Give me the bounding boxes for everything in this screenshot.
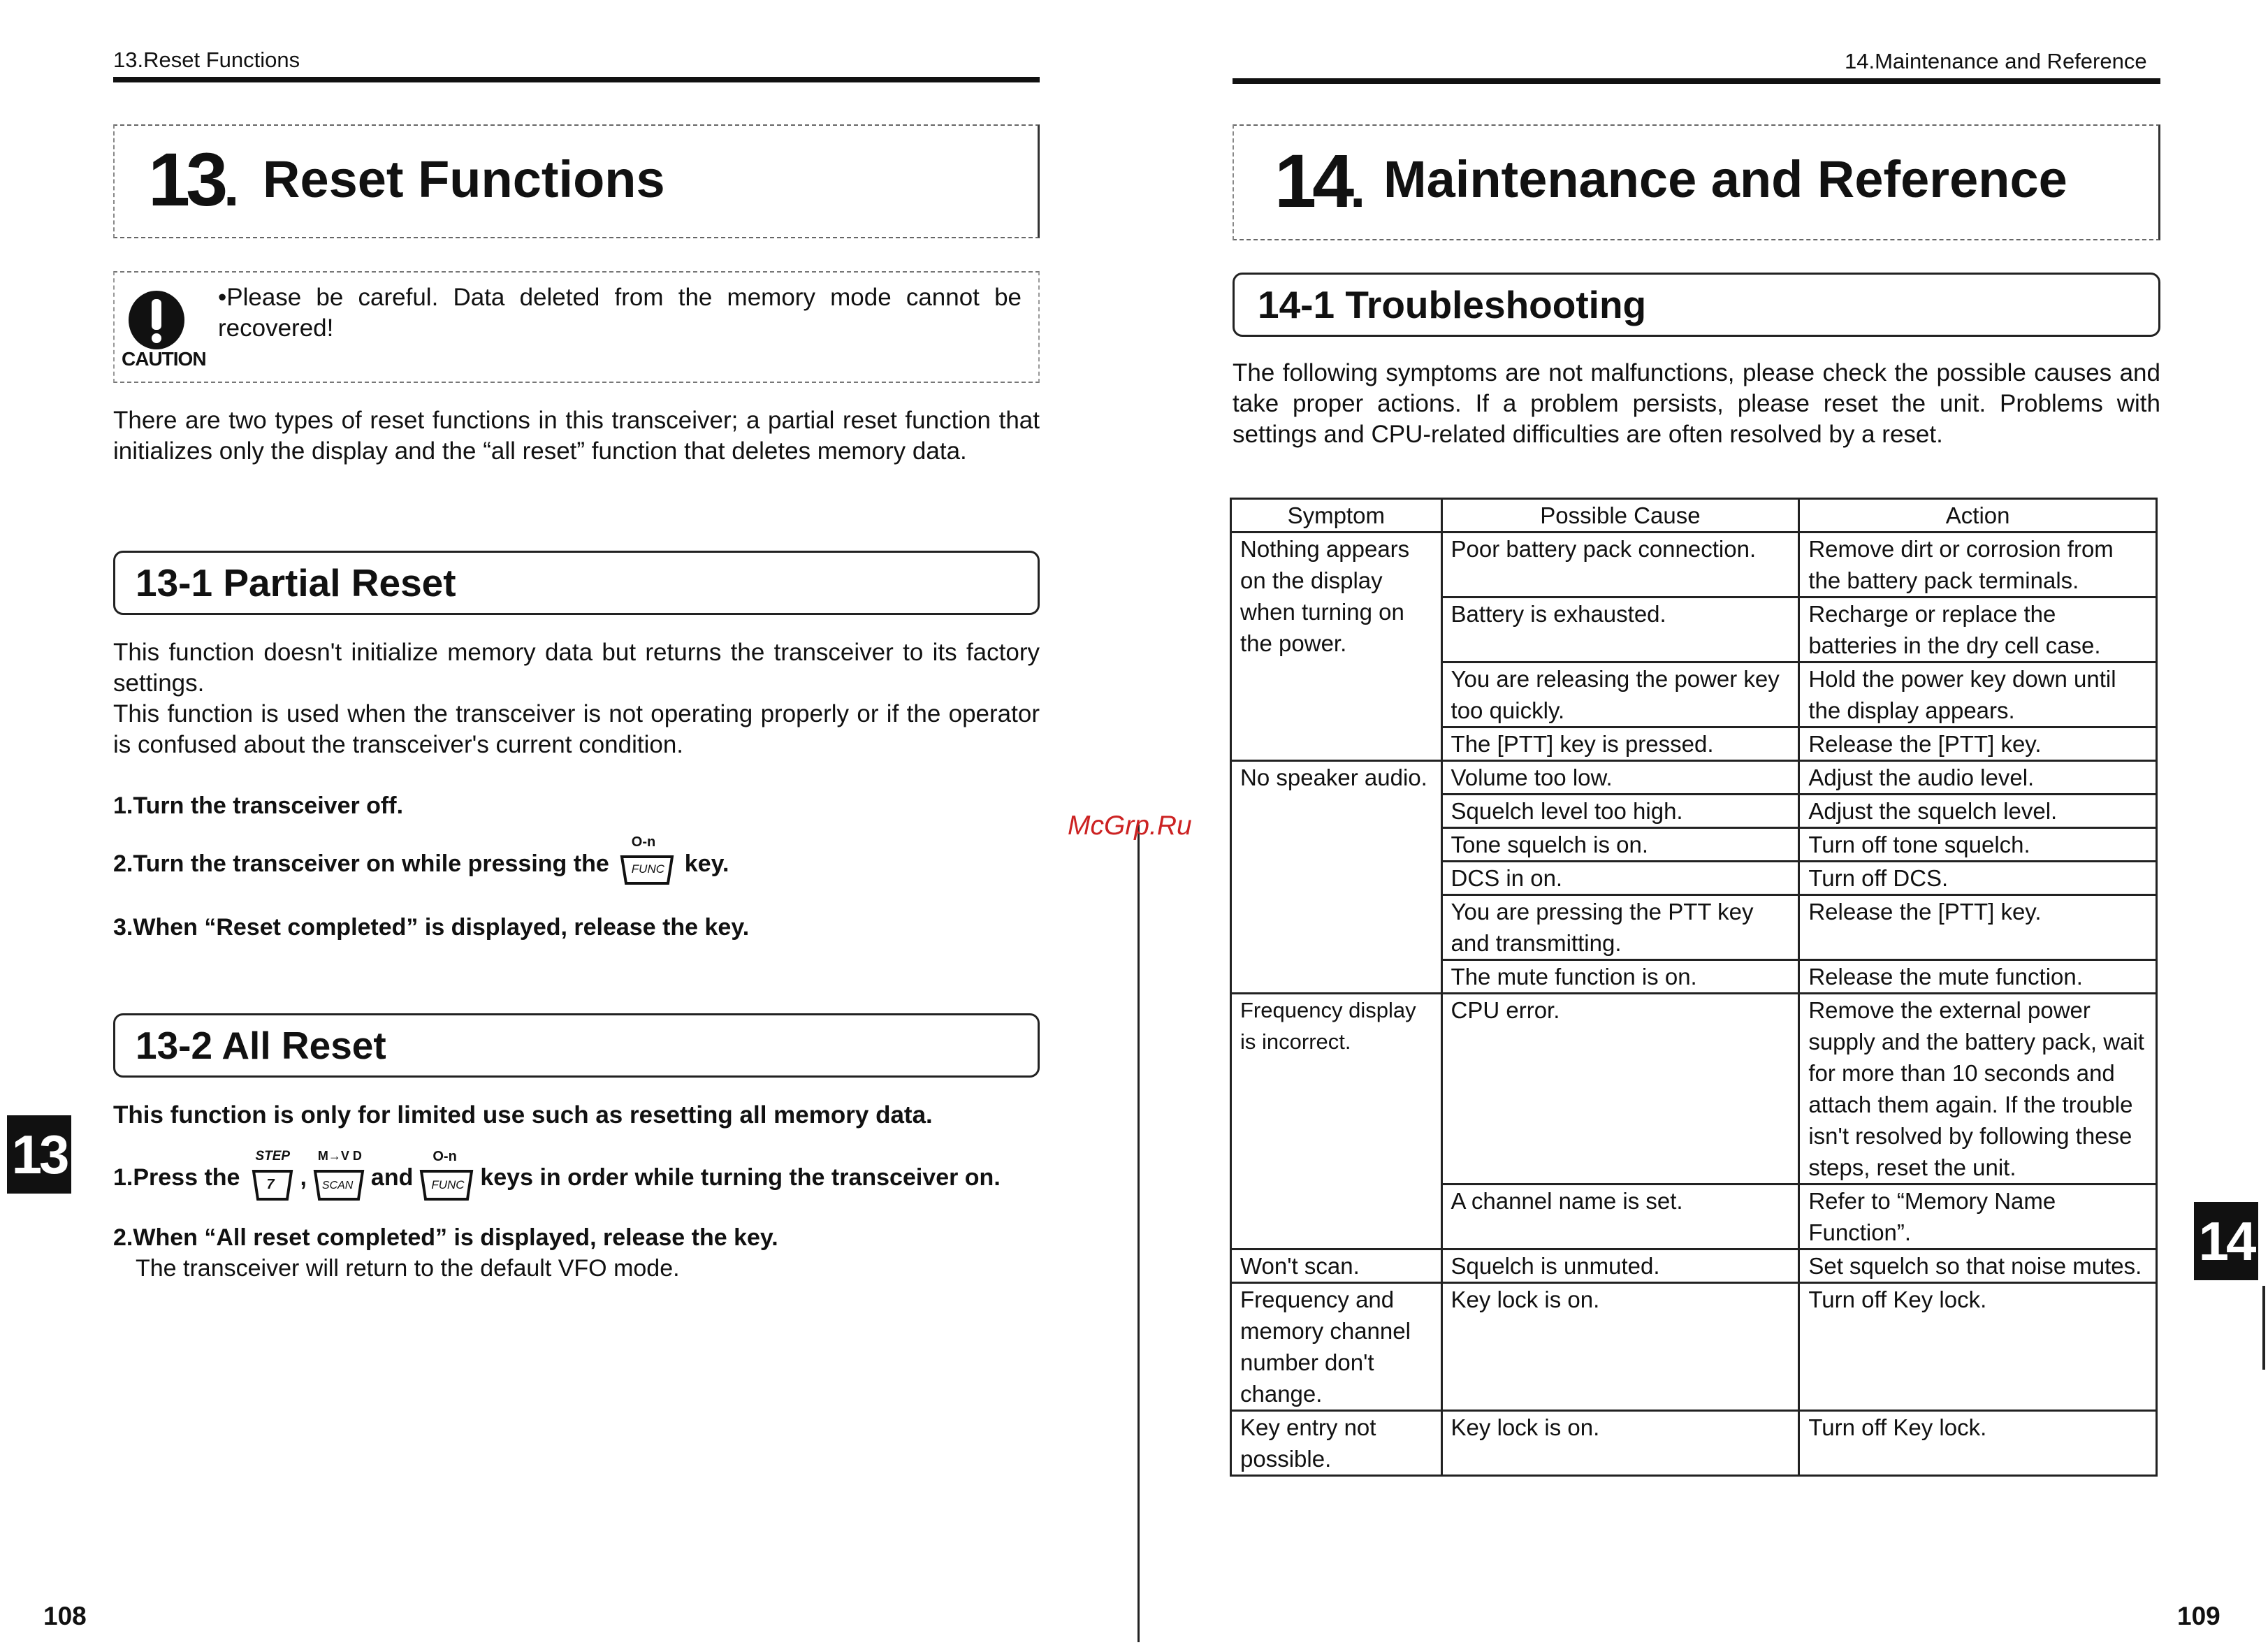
all-step-1-comma: , (300, 1164, 307, 1191)
cause-cell: Volume too low. (1441, 761, 1799, 795)
partial-step-2-end: key. (684, 850, 729, 877)
action-cell: Release the [PTT] key. (1799, 895, 2157, 960)
cause-cell: Squelch is unmuted. (1441, 1249, 1799, 1283)
func-key-icon-2 (417, 1149, 476, 1202)
func-key-top-label: O-n (631, 834, 656, 850)
troubleshooting-intro: The following symptoms are not malfunctions, please check the possible causes and take proper actions. If a problem persists, please reset the unit. Problems with settings and CPU-related difficulties are often resolved by a reset. (1233, 359, 2160, 448)
action-cell: Remove the external power supply and the battery pack, wait for more than 10 seconds and attach them again. If the trouble isn't resolved by following these steps, reset the unit. (1799, 994, 2157, 1184)
all-step-1-and: and (370, 1164, 414, 1191)
cause-cell: The [PTT] key is pressed. (1441, 727, 1799, 761)
header-action: Action (1799, 499, 2157, 532)
partial-reset-para1: This function doesn't initialize memory data but returns the transceiver to its factory settings. (113, 639, 1040, 697)
table-header-row (1231, 499, 2157, 532)
chapter-14-title: Maintenance and Reference (1383, 150, 2067, 208)
watermark: McGrp.Ru (1068, 811, 1192, 841)
all-step-2-note: The transceiver will return to the default VFO mode. (136, 1255, 680, 1282)
right-edge-mark (2262, 1286, 2265, 1370)
all-step-2: 2.When “All reset completed” is displayed, release the key. (113, 1224, 778, 1251)
gutter-line (1137, 825, 1140, 1642)
right-running-head: 14.Maintenance and Reference (1845, 49, 2147, 73)
action-cell: Remove dirt or corrosion from the battery pack terminals. (1799, 532, 2157, 597)
table-row (1231, 761, 2157, 795)
cause-cell: The mute function is on. (1441, 960, 1799, 994)
symptom-cell: Nothing appears on the display when turning on the power. (1231, 532, 1442, 761)
symptom-cell: Key entry not possible. (1231, 1411, 1442, 1476)
action-cell: Turn off DCS. (1799, 862, 2157, 895)
action-cell: Turn off Key lock. (1799, 1411, 2157, 1476)
left-page-number: 108 (43, 1602, 87, 1630)
cause-cell: CPU error. (1441, 994, 1799, 1184)
action-cell: Refer to “Memory Name Function”. (1799, 1184, 2157, 1249)
cause-cell: Squelch level too high. (1441, 795, 1799, 828)
chapter-13-number: 13. (148, 137, 235, 222)
all-step-1 (113, 1149, 1001, 1202)
table-row (1231, 1249, 2157, 1283)
scan-key-top-label: M→V D (317, 1149, 362, 1163)
table-row (1231, 1283, 2157, 1411)
all-step-1-end: keys in order while turning the transceiver on. (480, 1164, 1001, 1191)
header-possible-cause: Possible Cause (1441, 499, 1799, 532)
left-running-head: 13.Reset Functions (113, 48, 300, 72)
caution-text: •Please be careful. Data deleted from the memory mode cannot be recovered! (218, 284, 1022, 342)
partial-reset-para2: This function is used when the transceiver is not operating properly or if the operator is confused about the transceiver's current condition. (113, 700, 1040, 758)
cause-cell: A channel name is set. (1441, 1184, 1799, 1249)
left-header-rule (113, 77, 1040, 82)
symptom-cell: Won't scan. (1231, 1249, 1442, 1283)
func-key-icon (618, 834, 676, 886)
func-key-2-label: FUNC (431, 1178, 465, 1191)
right-side-tab: 14 (2194, 1202, 2258, 1280)
action-cell: Turn off tone squelch. (1799, 828, 2157, 862)
action-cell: Release the [PTT] key. (1799, 727, 2157, 761)
step-key-top-label: STEP (255, 1149, 291, 1164)
table-row (1231, 994, 2157, 1184)
cause-cell: Poor battery pack connection. (1441, 532, 1799, 597)
right-page-number: 109 (2177, 1602, 2220, 1630)
header-symptom: Symptom (1231, 499, 1442, 532)
action-cell: Release the mute function. (1799, 960, 2157, 994)
func-key-2-top-label: O-n (432, 1149, 457, 1164)
section-13-2-title: 13-2 All Reset (136, 1024, 386, 1067)
symptom-cell: Frequency and memory channel number don't change. (1231, 1283, 1442, 1411)
chapter-13-title: Reset Functions (263, 150, 665, 208)
all-step-1-text: 1.Press the (113, 1164, 240, 1191)
action-cell: Turn off Key lock. (1799, 1283, 2157, 1411)
symptom-cell: No speaker audio. (1231, 761, 1442, 994)
action-cell: Set squelch so that noise mutes. (1799, 1249, 2157, 1283)
intro-paragraph: There are two types of reset functions in this transceiver; a partial reset function that initializes only the display and the “all reset” function that deletes memory data. (113, 407, 1040, 465)
cause-cell: Battery is exhausted. (1441, 597, 1799, 662)
symptom-cell: Frequency display is incorrect. (1231, 994, 1442, 1249)
caution-icon (126, 287, 187, 349)
all-reset-lead: This function is only for limited use such as resetting all memory data. (113, 1101, 933, 1129)
caution-label: CAUTION (122, 348, 206, 370)
scan-key-icon (311, 1149, 367, 1202)
right-header-rule (1233, 78, 2160, 84)
troubleshooting-table (1230, 498, 2158, 1477)
action-cell: Adjust the squelch level. (1799, 795, 2157, 828)
cause-cell: DCS in on. (1441, 862, 1799, 895)
scan-key-label: SCAN (321, 1180, 354, 1191)
section-14-1-title: 14-1 Troubleshooting (1258, 283, 1647, 326)
table-row (1231, 1411, 2157, 1476)
action-cell: Recharge or replace the batteries in the dry cell case. (1799, 597, 2157, 662)
section-13-1-title: 13-1 Partial Reset (136, 561, 456, 604)
cause-cell: Key lock is on. (1441, 1411, 1799, 1476)
chapter-14-number: 14. (1274, 138, 1362, 223)
step-key-icon (249, 1149, 296, 1202)
left-side-tab: 13 (7, 1115, 71, 1194)
cause-cell: Tone squelch is on. (1441, 828, 1799, 862)
table-row (1231, 532, 2157, 597)
cause-cell: Key lock is on. (1441, 1283, 1799, 1411)
step-key-label: 7 (266, 1177, 275, 1192)
partial-step-2 (113, 834, 729, 886)
action-cell: Adjust the audio level. (1799, 761, 2157, 795)
cause-cell: You are releasing the power key too quickly. (1441, 662, 1799, 727)
cause-cell: You are pressing the PTT key and transmitting. (1441, 895, 1799, 960)
partial-step-3: 3.When “Reset completed” is displayed, release the key. (113, 914, 750, 941)
partial-step-2-text: 2.Turn the transceiver on while pressing the (113, 850, 609, 877)
action-cell: Hold the power key down until the display appears. (1799, 662, 2157, 727)
partial-step-1: 1.Turn the transceiver off. (113, 792, 404, 819)
func-key-label: FUNC (631, 862, 664, 876)
